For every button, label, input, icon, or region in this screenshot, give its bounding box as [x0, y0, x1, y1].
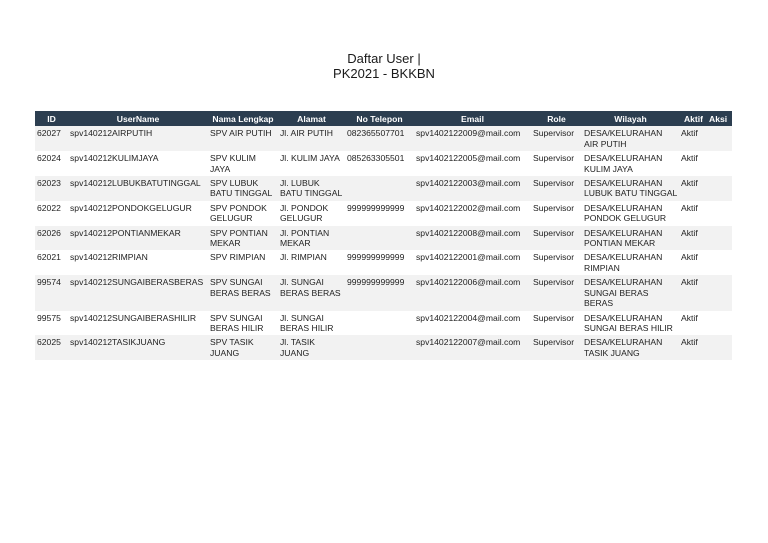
cell-role: Supervisor	[531, 151, 582, 176]
cell-role: Supervisor	[531, 226, 582, 251]
cell-wilayah: DESA/KELURAHAN KULIM JAYA	[582, 151, 679, 176]
cell-no-telepon: 999999999999	[345, 275, 414, 310]
header-no-telepon: No Telepon	[345, 111, 414, 126]
table-row	[35, 275, 732, 310]
cell-no-telepon: 085263305501	[345, 151, 414, 176]
cell-role: Supervisor	[531, 250, 582, 275]
cell-id: 62024	[35, 151, 68, 176]
cell-role: Supervisor	[531, 176, 582, 201]
cell-id: 62026	[35, 226, 68, 251]
cell-alamat: Jl. KULIM JAYA	[278, 151, 345, 176]
cell-aktif: Aktif	[679, 226, 708, 251]
cell-aktif: Aktif	[679, 176, 708, 201]
cell-alamat: Jl. PONTIAN MEKAR	[278, 226, 345, 251]
cell-aksi	[708, 250, 732, 275]
page-title	[0, 51, 768, 81]
cell-username: spv140212KULIMJAYA	[68, 151, 208, 176]
cell-id: 62027	[35, 126, 68, 151]
cell-aktif: Aktif	[679, 335, 708, 360]
cell-alamat: Jl. AIR PUTIH	[278, 126, 345, 151]
cell-email: spv1402122006@mail.com	[414, 275, 531, 310]
cell-aktif: Aktif	[679, 201, 708, 226]
header-nama-lengkap: Nama Lengkap	[208, 111, 278, 126]
cell-nama-lengkap: SPV KULIM JAYA	[208, 151, 278, 176]
cell-wilayah: DESA/KELURAHAN AIR PUTIH	[582, 126, 679, 151]
table-row	[35, 311, 732, 336]
header-aktif: Aktif	[679, 111, 708, 126]
header-username: UserName	[68, 111, 208, 126]
cell-id: 62023	[35, 176, 68, 201]
cell-username: spv140212TASIKJUANG	[68, 335, 208, 360]
table-row	[35, 151, 732, 176]
cell-id: 99574	[35, 275, 68, 310]
table-body	[35, 126, 732, 360]
header-alamat: Alamat	[278, 111, 345, 126]
cell-email: spv1402122001@mail.com	[414, 250, 531, 275]
cell-role: Supervisor	[531, 201, 582, 226]
cell-no-telepon: 999999999999	[345, 201, 414, 226]
cell-alamat: Jl. RIMPIAN	[278, 250, 345, 275]
cell-aksi	[708, 335, 732, 360]
cell-aktif: Aktif	[679, 250, 708, 275]
cell-nama-lengkap: SPV RIMPIAN	[208, 250, 278, 275]
cell-aktif: Aktif	[679, 275, 708, 310]
cell-wilayah: DESA/KELURAHAN TASIK JUANG	[582, 335, 679, 360]
table-row	[35, 250, 732, 275]
cell-email: spv1402122003@mail.com	[414, 176, 531, 201]
cell-alamat: Jl. PONDOK GELUGUR	[278, 201, 345, 226]
user-table	[35, 111, 732, 360]
cell-alamat: Jl. SUNGAI BERAS HILIR	[278, 311, 345, 336]
cell-alamat: Jl. SUNGAI BERAS BERAS	[278, 275, 345, 310]
table-row	[35, 226, 732, 251]
cell-email: spv1402122004@mail.com	[414, 311, 531, 336]
cell-username: spv140212AIRPUTIH	[68, 126, 208, 151]
cell-email: spv1402122002@mail.com	[414, 201, 531, 226]
cell-role: Supervisor	[531, 126, 582, 151]
cell-aksi	[708, 201, 732, 226]
cell-aksi	[708, 126, 732, 151]
page-title-line2: PK2021 - BKKBN	[333, 66, 435, 81]
cell-username: spv140212RIMPIAN	[68, 250, 208, 275]
cell-wilayah: DESA/KELURAHAN RIMPIAN	[582, 250, 679, 275]
cell-wilayah: DESA/KELURAHAN PONDOK GELUGUR	[582, 201, 679, 226]
cell-email: spv1402122009@mail.com	[414, 126, 531, 151]
cell-email: spv1402122007@mail.com	[414, 335, 531, 360]
cell-role: Supervisor	[531, 275, 582, 310]
table-row	[35, 176, 732, 201]
table-row	[35, 201, 732, 226]
cell-nama-lengkap: SPV SUNGAI BERAS HILIR	[208, 311, 278, 336]
cell-wilayah: DESA/KELURAHAN PONTIAN MEKAR	[582, 226, 679, 251]
cell-username: spv140212LUBUKBATUTINGGAL	[68, 176, 208, 201]
header-email: Email	[414, 111, 531, 126]
cell-alamat: Jl. LUBUK BATU TINGGAL	[278, 176, 345, 201]
cell-nama-lengkap: SPV SUNGAI BERAS BERAS	[208, 275, 278, 310]
cell-id: 62021	[35, 250, 68, 275]
cell-aksi	[708, 151, 732, 176]
user-table-container	[35, 111, 732, 360]
cell-email: spv1402122005@mail.com	[414, 151, 531, 176]
cell-nama-lengkap: SPV PONDOK GELUGUR	[208, 201, 278, 226]
cell-no-telepon	[345, 311, 414, 336]
cell-email: spv1402122008@mail.com	[414, 226, 531, 251]
header-id: ID	[35, 111, 68, 126]
cell-no-telepon	[345, 176, 414, 201]
cell-nama-lengkap: SPV TASIK JUANG	[208, 335, 278, 360]
cell-username: spv140212PONDOKGELUGUR	[68, 201, 208, 226]
cell-role: Supervisor	[531, 335, 582, 360]
cell-username: spv140212SUNGAIBERASBERAS	[68, 275, 208, 310]
cell-id: 99575	[35, 311, 68, 336]
cell-aksi	[708, 311, 732, 336]
cell-no-telepon: 999999999999	[345, 250, 414, 275]
cell-username: spv140212SUNGAIBERASHILIR	[68, 311, 208, 336]
cell-wilayah: DESA/KELURAHAN LUBUK BATU TINGGAL	[582, 176, 679, 201]
cell-aksi	[708, 275, 732, 310]
table-header-row	[35, 111, 732, 126]
cell-nama-lengkap: SPV LUBUK BATU TINGGAL	[208, 176, 278, 201]
cell-no-telepon	[345, 335, 414, 360]
page-title-line1: Daftar User |	[347, 51, 421, 66]
table-row	[35, 335, 732, 360]
cell-wilayah: DESA/KELURAHAN SUNGAI BERAS HILIR	[582, 311, 679, 336]
cell-aktif: Aktif	[679, 311, 708, 336]
cell-aksi	[708, 176, 732, 201]
cell-nama-lengkap: SPV PONTIAN MEKAR	[208, 226, 278, 251]
cell-wilayah: DESA/KELURAHAN SUNGAI BERAS BERAS	[582, 275, 679, 310]
header-aksi: Aksi	[708, 111, 732, 126]
header-role: Role	[531, 111, 582, 126]
header-wilayah: Wilayah	[582, 111, 679, 126]
cell-aktif: Aktif	[679, 151, 708, 176]
cell-no-telepon	[345, 226, 414, 251]
cell-aksi	[708, 226, 732, 251]
cell-nama-lengkap: SPV AIR PUTIH	[208, 126, 278, 151]
cell-aktif: Aktif	[679, 126, 708, 151]
cell-no-telepon: 082365507701	[345, 126, 414, 151]
cell-id: 62022	[35, 201, 68, 226]
cell-username: spv140212PONTIANMEKAR	[68, 226, 208, 251]
cell-role: Supervisor	[531, 311, 582, 336]
table-row	[35, 126, 732, 151]
cell-alamat: Jl. TASIK JUANG	[278, 335, 345, 360]
cell-id: 62025	[35, 335, 68, 360]
